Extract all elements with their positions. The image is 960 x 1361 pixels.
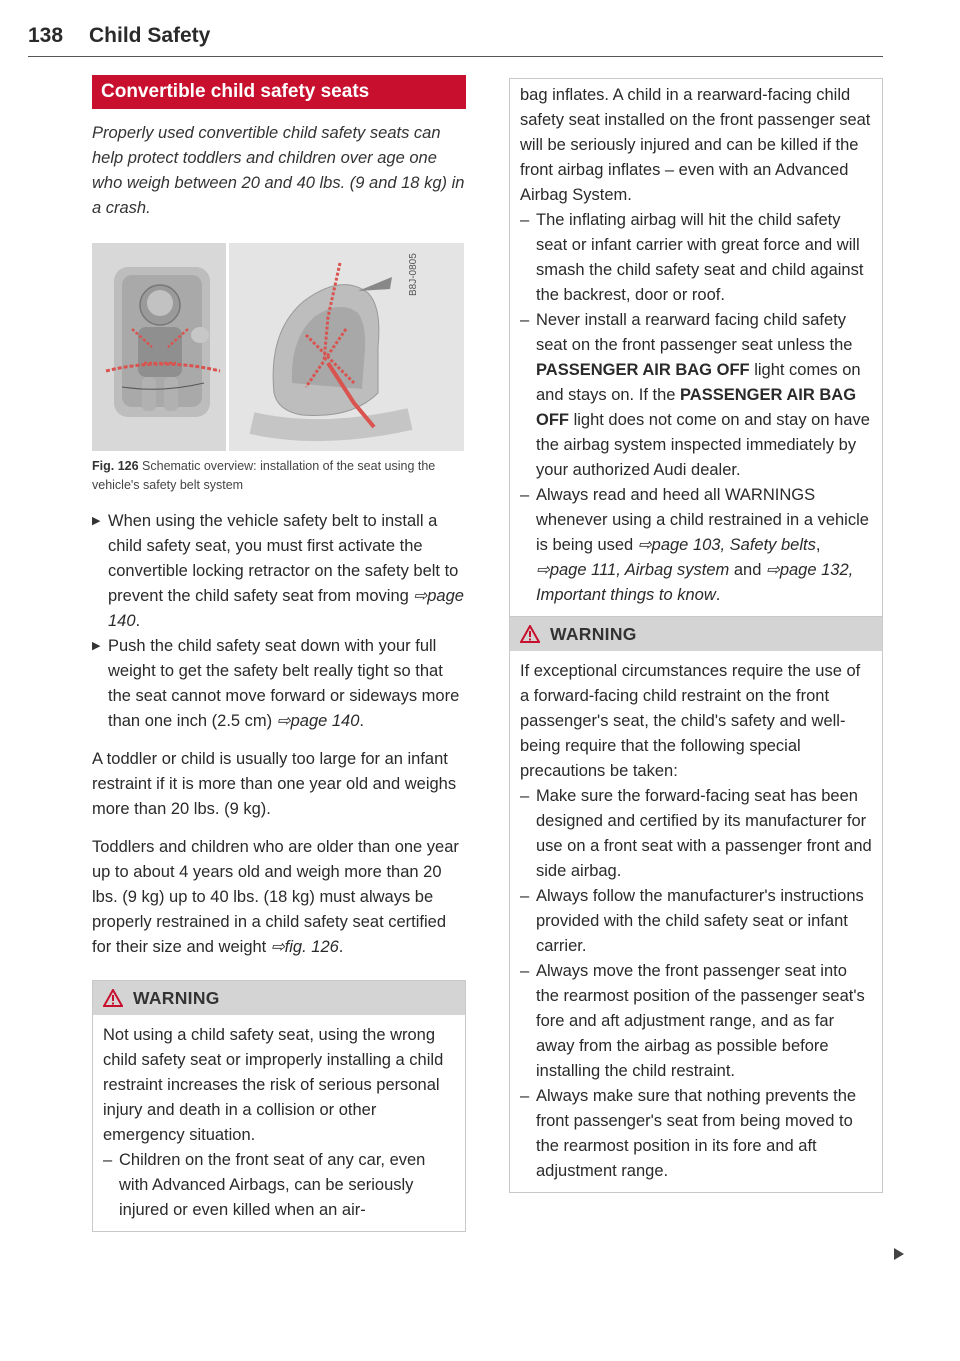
figure-code: B8J-0805	[408, 253, 419, 296]
page-link[interactable]: ⇨page 140	[276, 712, 360, 730]
figure-caption	[92, 457, 466, 495]
warning-continued: bag inflates. A child in a rearward-facing child safety seat installed on the front passenger seat will be seriously injured and can be killed if the front airbag inflates – even with an Advanced Airbag System. – The inflating airbag will hit the child safety seat or infant carrier with great force and will smash the child safety seat and child against the backrest, door or roof. – Never install a rearward facing child safety seat on the front passenger seat unless the PASSENGER AIR BAG OFF light comes on and stays on. If the PASSENGER AIR BAG OFF light does not come on and stay on have the airbag system inspected immediately by your authorized Audi dealer. – Always read and heed all WARNINGS whenever using a child restrained in a vehicle is being used ⇨page 103, Safety belts, ⇨page 111, Airbag system and ⇨page 132, Important things to know.	[509, 78, 883, 617]
child-seat-illustration	[92, 243, 464, 451]
figure-link[interactable]: ⇨fig. 126	[270, 938, 339, 956]
list-item: – Always move the front passenger seat into the rearmost position of the passenger seat's fore and aft adjustment range, and as far away from the airbag as possible before installing the child restraint.	[520, 962, 865, 1080]
page-link[interactable]: ⇨page 103, Safety belts	[637, 536, 816, 554]
page-number: 138	[28, 24, 64, 47]
list-item: ▶ When using the vehicle safety belt to install a child safety seat, you must first activate the convertible locking retractor on the safety belt to prevent the child safety seat from moving ⇨page 140.	[92, 509, 466, 634]
page-link[interactable]: ⇨page 111, Airbag system	[536, 561, 730, 579]
page-link[interactable]: ⇨page 140	[108, 587, 464, 630]
list-item: – Always make sure that nothing prevents the front passenger's seat from being moved to the rearmost position in its fore and aft adjustment range.	[520, 1087, 857, 1180]
warning-box	[92, 980, 466, 1232]
step-bullet-icon: ▶	[92, 640, 101, 652]
list-item: – Always read and heed all WARNINGS whenever using a child restrained in a vehicle is being used ⇨page 103, Safety belts, ⇨page 111, Airbag system and ⇨page 132, Important things to know.	[520, 486, 869, 604]
figure-126	[92, 243, 464, 451]
list-item: ▶ Push the child safety seat down with your full weight to get the safety belt really tight so that the seat cannot move forward or sideways more than one inch (2.5 cm) ⇨page 140.	[92, 634, 466, 734]
next-page-arrow-icon[interactable]	[892, 1246, 906, 1262]
warning-box	[509, 617, 883, 1193]
paragraph-infant: A toddler or child is usually too large for an infant restraint if it is more than one year old and weighs more than 20 lbs. (9 kg).	[92, 750, 457, 818]
list-item: – Make sure the forward-facing seat has been designed and certified by its manufacturer for use on a front seat with a passenger front and side airbag.	[520, 787, 872, 880]
list-item: – Never install a rearward facing child safety seat on the front passenger seat unless the PASSENGER AIR BAG OFF light comes on and stays on. If the PASSENGER AIR BAG OFF light does not come on and stay on have the airbag system inspected immediately by your authorized Audi dealer.	[520, 311, 870, 479]
warning-body: Not using a child safety seat, using the wrong child safety seat or improperly installing a child restraint increases the risk of serious personal injury and death in a collision or other emergency situation. – Children on the front seat of any car, even with Advanced Airbags, can be seriously injured or even killed when an air-	[93, 1015, 465, 1231]
section-title: Convertible child safety seats	[92, 75, 466, 109]
paragraph-toddlers: Toddlers and children who are older than one year up to about 4 years old and weigh more than 20 lbs. (9 kg) up to 40 lbs. (18 kg) must always be properly restrained in a child safety seat certified for their size and weight ⇨fig. 126.	[92, 838, 459, 956]
list-item: – The inflating airbag will hit the child safety seat or infant carrier with great force and will smash the child safety seat and child against the backrest, door or roof.	[520, 211, 864, 304]
page-header	[28, 22, 883, 57]
caption-label: Fig. 126	[92, 459, 139, 473]
warning-header	[93, 981, 465, 1015]
section-intro: Properly used convertible child safety seats can help protect toddlers and children over age one who weigh between 20 and 40 lbs. (9 and 18 kg) in a crash.	[92, 124, 465, 217]
warning-triangle-icon	[520, 625, 540, 643]
warning-label: WARNING	[550, 623, 637, 644]
page-link[interactable]: ⇨page 132, Important things to know	[536, 561, 854, 604]
list-item: – Children on the front seat of any car, even with Advanced Airbags, can be seriously injured or even killed when an air-	[103, 1151, 426, 1219]
right-column	[509, 78, 883, 1193]
caption-text: Schematic overview: installation of the seat using the vehicle's safety belt system	[92, 459, 436, 492]
warning-body: If exceptional circumstances require the use of a forward-facing child restraint on the front passenger's seat, the child's safety and well-being require that the following special precautions be taken: – Make sure the forward-facing seat has been designed and certified by its manufacturer for use on a front seat with a passenger front and side airbag. – Always follow the manufacturer's instructions provided with the child safety seat or infant carrier. – Always move the front passenger seat into the rearmost position of the passenger seat's fore and aft adjustment range, and as far away from the airbag as possible before installing the child restraint. – Always make sure that nothing prevents the front passenger's seat from being moved to the rearmost position in its fore and aft adjustment range.	[510, 651, 882, 1192]
warning-triangle-icon	[103, 989, 123, 1007]
warning-label: WARNING	[133, 987, 220, 1008]
left-column	[92, 75, 466, 1232]
instruction-steps	[92, 509, 466, 734]
list-item: – Always follow the manufacturer's instructions provided with the child safety seat or infant carrier.	[520, 887, 864, 955]
chapter-title: Child Safety	[89, 24, 211, 47]
step-bullet-icon: ▶	[92, 515, 101, 527]
warning-header	[510, 617, 882, 651]
